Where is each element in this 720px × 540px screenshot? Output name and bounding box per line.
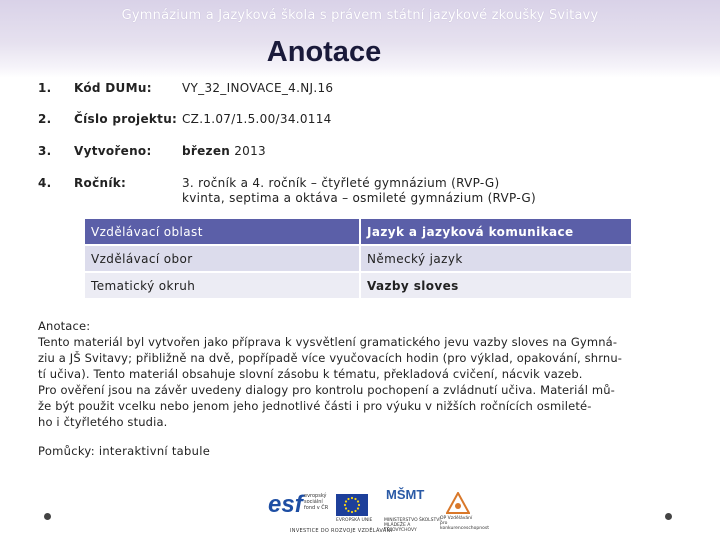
info-number: 1. [38,81,52,95]
table-cell-value: Jazyk a jazyková komunikace [361,219,631,244]
eu-stars-icon [336,494,368,516]
info-value: CZ.1.07/1.5.00/34.0114 [182,112,332,126]
annotation-line: Tento materiál byl vytvořen jako příprava k vysvětlení gramatického jevu vazby sloves na Gymná- [38,335,618,349]
info-number: 3. [38,144,52,158]
msmt-logo-text: MINISTERSTVO ŠKOLSTVÍ, MLÁDEŽE A TĚLOVÝCHOVY [384,518,443,533]
info-value-month: březen [182,144,231,158]
op-triangle-icon [446,492,470,514]
table-cell-value: Vazby sloves [361,273,631,298]
info-value [182,144,266,158]
table-row [85,273,631,298]
info-label: Kód DUMu: [74,81,152,95]
annotation-line: tí učiva). Tento materiál obsahuje slovní zásobu k tématu, překladová cvičení, nácvik vazeb. [38,367,583,381]
annotation-heading: Anotace: [38,319,91,333]
eu-flag-logo [336,494,368,516]
annotation-line: Pro ověření jsou na závěr uvedeny dialogy pro kontrolu pochopení a zvládnutí učiva. Materiál mů- [38,383,615,397]
logos-tagline: INVESTICE DO ROZVOJE VZDĚLÁVÁNÍ [290,528,393,534]
table-row [85,246,631,271]
annotation-block [38,318,670,430]
info-value-year: 2013 [230,144,266,158]
op-logo [446,492,470,514]
op-logo-text: OP Vzdělávání pro konkurenceschopnost [440,516,489,531]
table-row [85,219,631,244]
info-label: Ročník: [74,176,127,190]
info-label: Vytvořeno: [74,144,152,158]
info-number: 2. [38,112,52,126]
subject-table [83,217,633,300]
table-cell-key: Vzdělávací obor [85,246,359,271]
info-value: VY_32_INOVACE_4.NJ.16 [182,81,334,95]
esf-logo: esf [268,491,303,518]
funding-logos [268,487,489,536]
annotation-line: ziu a JŠ Svitavy; přibližně na dvě, popřípadě více vyučovacích hodin (pro výklad, opakování, shrnu- [38,351,623,365]
info-number: 4. [38,176,52,190]
info-value-line: 3. ročník a 4. ročník – čtyřleté gymnázium (RVP-G) [182,176,500,190]
table-cell-key: Tematický okruh [85,273,359,298]
page-title: Anotace [266,36,382,68]
bullet-dot-right [665,513,672,520]
info-label: Číslo projektu: [74,112,178,126]
eu-logo-text: EVROPSKÁ UNIE [336,518,373,523]
annotation-line: že být použit vcelku nebo jenom jeho jednotlivé části i pro výuku v nižších ročnících osmileté- [38,399,592,413]
table-cell-key: Vzdělávací oblast [85,219,359,244]
bullet-dot-left [44,513,51,520]
info-value-line: kvinta, septima a oktáva – osmileté gymnázium (RVP-G) [182,191,536,205]
school-name: Gymnázium a Jazyková škola s právem státní jazykové zkoušky Svitavy [121,8,599,23]
msmt-logo: MŠMT [386,487,425,502]
teaching-aids: Pomůcky: interaktivní tabule [38,444,211,458]
esf-logo-text: evropský sociální fond v ČR [304,493,329,511]
table-cell-value: Německý jazyk [361,246,631,271]
annotation-line: ho i čtyřletého studia. [38,415,168,429]
